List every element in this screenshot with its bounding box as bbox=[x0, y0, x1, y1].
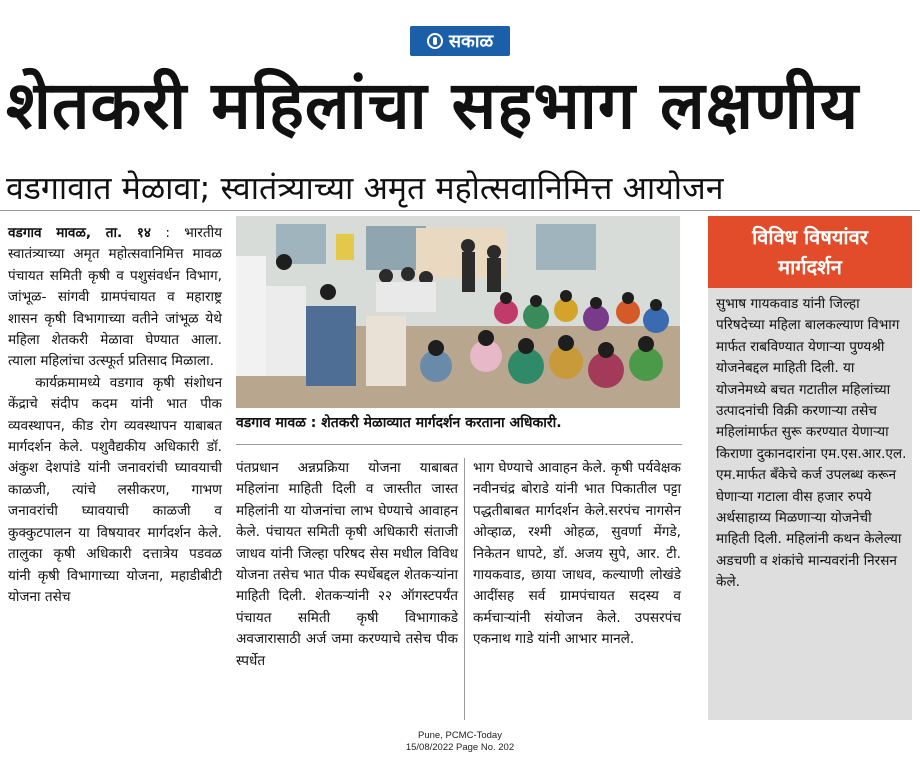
event-photo-illustration bbox=[236, 216, 680, 408]
headline: शेतकरी महिलांचा सहभाग लक्षणीय bbox=[6, 67, 860, 144]
divider bbox=[236, 444, 682, 445]
article-column-2: पंतप्रधान अन्नप्रक्रिया योजना याबाबत महिलांना माहिती दिली व जास्तीत जास्त महिलांनी या योजनांचा लाभ घेण्याचे आवाहन केले. पंचायत समिती कृषी अधिकारी संताजी जाधव यांनी जिल्हा परिषद सेस मधील विविध योजना तसेच भात पीक स्पर्धेबद्दल शेतकऱ्यांना माहिती दिली. शेतकऱ्यांनी २२ ऑगस्टपर्यंत पंचायत समिती कृषी विभागाकडे अवजारासाठी अर्ज जमा करण्याचे तसेच पीक स्पर्धेत bbox=[236, 460, 458, 669]
article-paragraph: कार्यक्रमामध्ये वडगाव कृषी संशोधन केंद्राचे संदीप कदम यांनी भात पीक व्यवस्थापन, कीड रोग व्यवस्थापन याबाबत मार्गदर्शन केले. पशुवैद्यकीय अधिकारी डॉ. अंकुश देशपांडे यांनी जनावरांची घ्यावयाची काळजी, त्यांचे लसीकरण, गाभण जनावरांची घ्यावयाची काळजी व कुक्कुटपालन या विषयावर मार्गदर्शन केले. तालुका कृषी अधिकारी दत्तात्रेय पडवळ यांनी कृषी विभागाच्या योजना, महाडीबीटी योजना तसेच bbox=[8, 374, 222, 605]
article-paragraph: : भारतीय स्वातंत्र्याच्या अमृत महोत्सवानिमित्त मावळ पंचायत समिती कृषी व पशुसंवर्धन विभाग, जांभूळ- सांगवी ग्रामपंचायत व महाराष्ट्र शासन कृषी विभागाच्या वतीने जांभूळ येथे महिला शेतकरी मेळावा घेण्यात आला. त्याला महिलांचा उत्स्फूर्त प्रतिसाद मिळाला. bbox=[8, 225, 222, 370]
photo-caption: वडगाव मावळ : शेतकरी मेळाव्यात मार्गदर्शन करताना अधिकारी. bbox=[236, 415, 562, 431]
sun-emblem-icon bbox=[427, 33, 443, 49]
sidebar-title bbox=[708, 216, 912, 288]
subheadline: वडगावात मेळावा; स्वातंत्र्याच्या अमृत महोत्सवानिमित्त आयोजन bbox=[6, 169, 724, 207]
divider bbox=[0, 210, 920, 211]
article-column-3: भाग घेण्याचे आवाहन केले. कृषी पर्यवेक्षक नवीनचंद्र बोराडे यांनी भात पिकातील पट्टा पद्धतीबाबत मार्गदर्शन केले.सरपंच नागसेन ओव्हाळ, रश्मी ओहळ, सुवर्णा मेंगडे, निकेतन धापटे, डॉ. अजय सुपे, आर. टी. गायकवाड, छाया जाधव, कल्याणी लोखंडे आदींसह सर्व ग्रामपंचायत सदस्य व कर्मचाऱ्यांनी संयोजन केले. उपसरपंच एकनाथ गाडे यांनी आभार मानले. bbox=[473, 460, 681, 648]
dateline: वडगाव मावळ, ता. १४ bbox=[8, 225, 151, 241]
newspaper-logo bbox=[410, 26, 510, 56]
page-footer bbox=[360, 730, 560, 754]
sidebar-title-line: विविध विषयांवर bbox=[752, 225, 868, 249]
column-divider bbox=[464, 458, 465, 720]
dateline-paragraph bbox=[8, 223, 222, 373]
footer-date-page: 15/08/2022 Page No. 202 bbox=[405, 742, 515, 753]
article-column-1 bbox=[8, 223, 222, 608]
sidebar-text: सुभाष गायकवाड यांनी जिल्हा परिषदेच्या महिला बालकल्याण विभाग मार्फत राबविण्यात येणाऱ्या पुण्यश्री योजनेबद्दल माहिती दिली. या योजनेमध्ये बचत गटातील महिलांच्या उत्पादनांची विक्री करणाऱ्या तसेच महिलांमार्फत सुरू करण्यात येणाऱ्या किराणा दुकानदारांना एम.एस.आर.एल. एम.मार्फत बँकेचे कर्ज उपलब्ध करून घेणाऱ्या गटाला वीस हजार रुपये अर्थसाहाय्य मिळणाऱ्या योजनेची माहिती दिली. महिलांनी कथन केलेल्या अडचणी व शंकांचे मान्यवरांनी निरसन केले. bbox=[716, 296, 907, 591]
footer-edition: Pune, PCMC-Today bbox=[418, 730, 502, 741]
sidebar-title-line: मार्गदर्शन bbox=[778, 255, 842, 279]
logo-text: सकाळ bbox=[448, 31, 494, 52]
event-photo bbox=[236, 216, 680, 408]
